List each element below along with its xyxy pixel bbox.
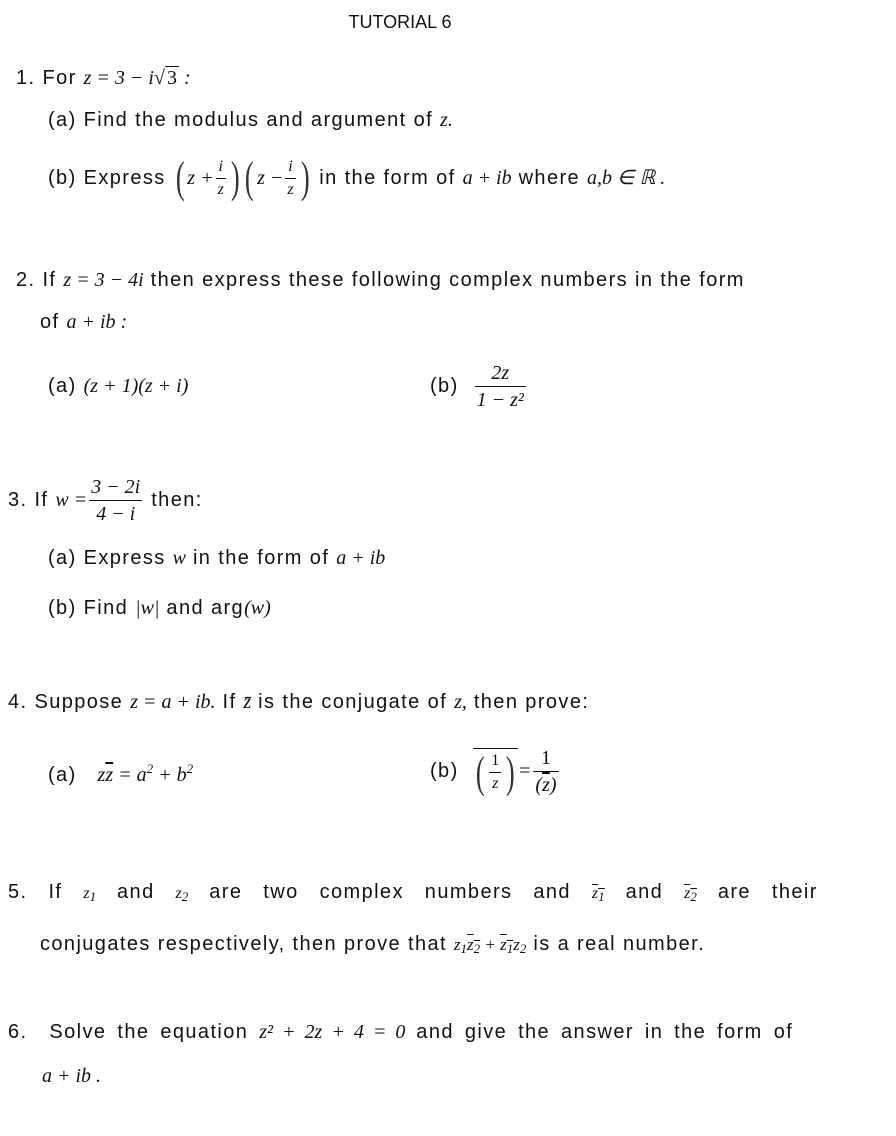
math-form: a + ib	[336, 547, 386, 569]
question-text: of	[40, 311, 60, 333]
question-intro: If	[42, 269, 57, 291]
question-2a	[48, 376, 188, 396]
question-text: is the conjugate of	[258, 691, 448, 713]
question-text: Solve the equation	[49, 1021, 249, 1043]
part-label: (b)	[48, 167, 77, 189]
math-expression: z = 3 − i√ 3 :	[83, 67, 191, 89]
question-4-stem	[8, 692, 589, 712]
question-1a	[48, 110, 453, 130]
math-argument: (w)	[244, 597, 271, 619]
part-where: where	[518, 167, 581, 189]
question-then: then prove:	[473, 691, 590, 713]
math-expression: z = a + ib.	[130, 691, 216, 713]
math-equation: z² + 2z + 4 = 0	[259, 1021, 406, 1043]
question-number: 5.	[8, 881, 28, 903]
part-label: (a)	[48, 547, 77, 569]
math-condition: a,b ∈ ℝ .	[587, 167, 666, 189]
math-expression: $z_1z_2 + z_1z_2$	[453, 935, 527, 956]
page-title: TUTORIAL 6	[348, 12, 452, 32]
part-label: (a)	[48, 375, 77, 397]
part-label: (b)	[430, 375, 459, 397]
question-text: then express these following complex numbers in the form	[150, 269, 745, 291]
question-3a	[48, 548, 385, 568]
math-variable: z.	[440, 109, 453, 131]
question-3b	[48, 598, 271, 618]
question-6-line2	[42, 1066, 101, 1086]
question-number: 6.	[8, 1021, 28, 1043]
math-fraction: $\frac{2z}{\text{1 − z²}}$	[476, 361, 524, 411]
part-label: (a)	[48, 109, 77, 131]
math-fraction: $\frac{3 - 2i}{4 - i}$	[91, 475, 141, 525]
question-text-tail: and give the answer in the form of	[416, 1021, 794, 1043]
question-then: then:	[151, 489, 203, 511]
math-variable: w	[172, 547, 186, 569]
question-1b	[48, 153, 665, 203]
question-number: 2.	[16, 269, 36, 291]
math-conjugate: z̄	[243, 691, 252, 713]
math-expression: ( z + $\frac{i}{z}$ ) ( z − $\frac{i}{z}$ )	[175, 153, 310, 202]
question-2-stem	[16, 270, 745, 290]
question-text: conjugates respectively, then prove that	[40, 933, 447, 955]
question-2-stem-line2	[40, 312, 127, 332]
part-label: (b)	[48, 597, 77, 619]
part-text: Express	[83, 547, 166, 569]
math-expression: z = 3 − 4i	[63, 269, 144, 291]
part-text-tail: in the form of	[192, 547, 330, 569]
math-form: a + ib	[462, 167, 512, 189]
question-5-stem	[8, 882, 818, 903]
question-if: If	[222, 691, 237, 713]
part-text: Express	[83, 167, 166, 189]
part-label: (a)	[48, 764, 77, 786]
question-3-stem	[8, 474, 203, 526]
question-text-tail: is a real number.	[533, 933, 706, 955]
part-text: Find the modulus and argument of	[83, 109, 434, 131]
question-intro: If	[34, 489, 49, 511]
question-6-stem	[8, 1022, 793, 1042]
question-2b	[430, 360, 528, 412]
question-text: If $z_1$ and $z_2$ are two complex numbers and $z_1$ and $z_2$ are their	[48, 881, 818, 904]
part-text-and: and arg	[166, 597, 245, 619]
math-variable: z,	[454, 691, 467, 713]
question-number: 4.	[8, 691, 28, 713]
question-number: 3.	[8, 489, 28, 511]
question-intro: Suppose	[34, 691, 124, 713]
math-expression: ( $\frac{1}{z}$ ) = $\frac{1}{(\overline{z})}$	[473, 747, 561, 796]
math-expression: $z\overline{z} = a^2 + b^2$	[97, 761, 194, 786]
question-5-line2	[40, 934, 705, 955]
question-intro: For	[42, 67, 77, 89]
question-4b	[430, 740, 561, 802]
part-text-tail: in the form of	[319, 167, 456, 189]
part-text: Find	[83, 597, 129, 619]
question-4a	[48, 762, 193, 785]
math-form: a + ib .	[42, 1065, 102, 1087]
part-label: (b)	[430, 760, 459, 782]
math-variable: w =	[55, 489, 88, 511]
math-expression: (z + 1)(z + i)	[83, 375, 189, 397]
math-modulus: |w|	[135, 597, 160, 619]
question-number: 1.	[16, 67, 36, 89]
question-1-stem	[16, 68, 191, 88]
math-form: a + ib :	[66, 311, 128, 333]
